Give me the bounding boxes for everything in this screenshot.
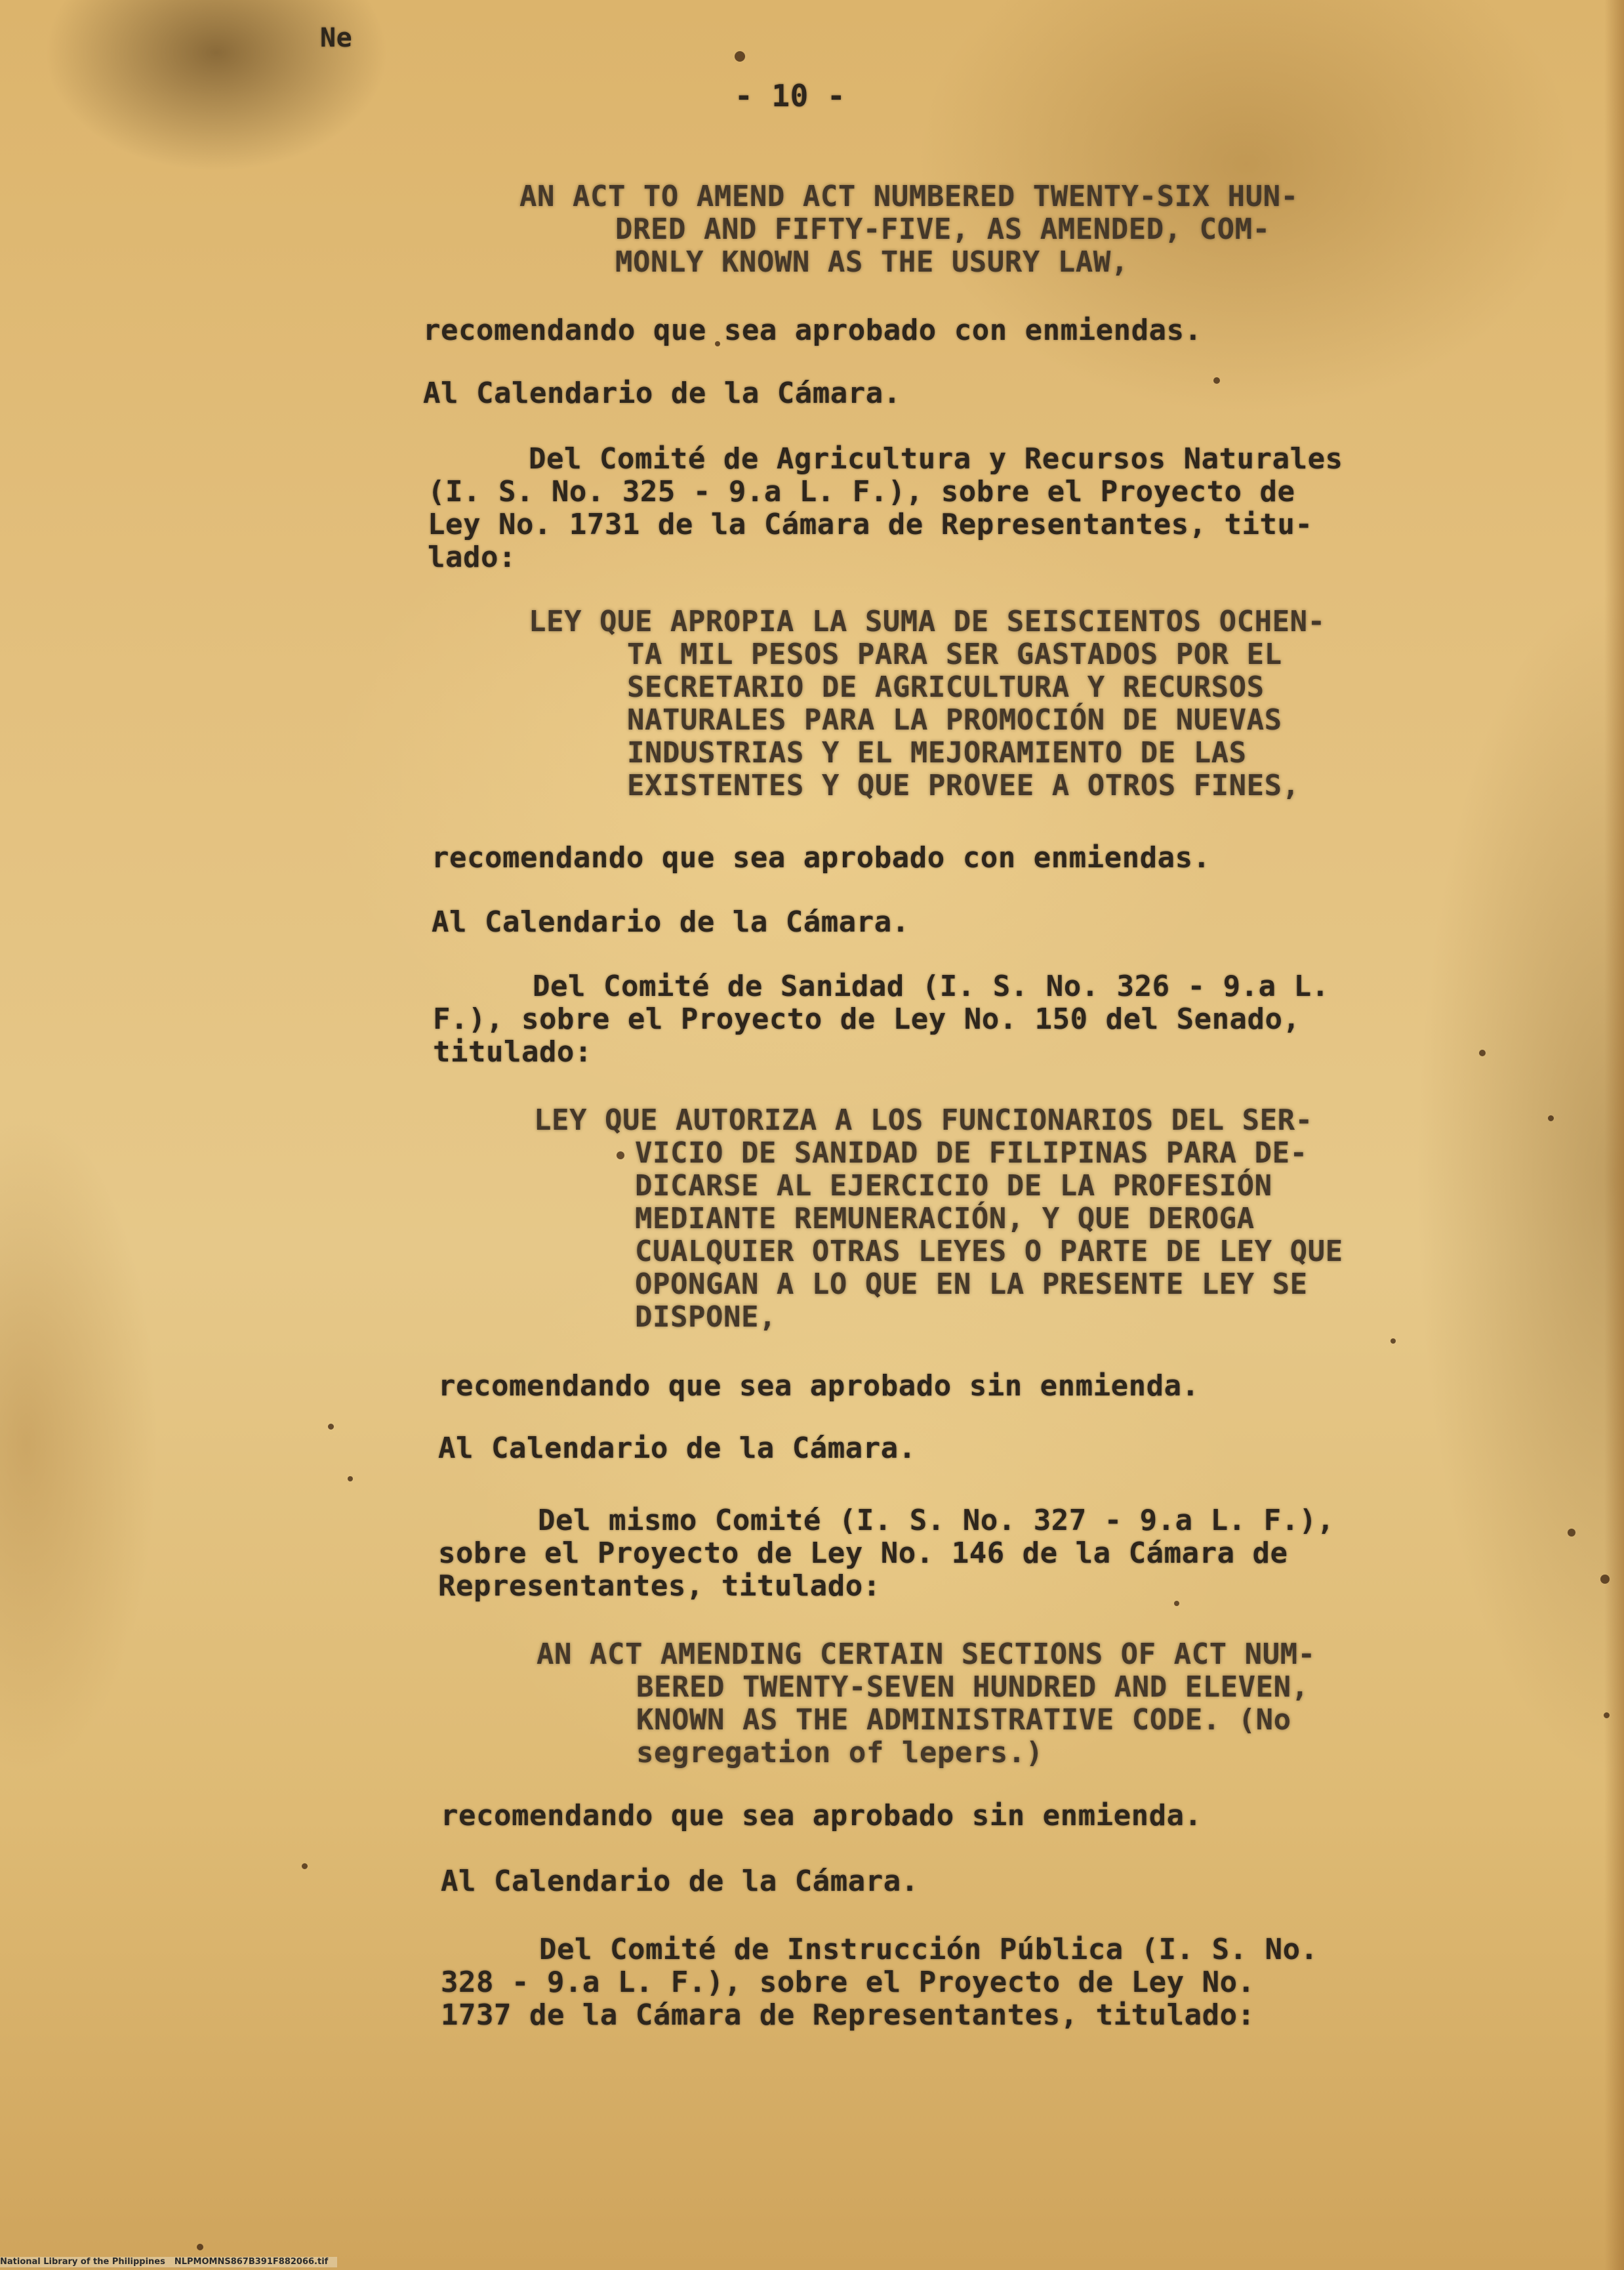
bill-title-line: AN ACT TO AMEND ACT NUMBERED TWENTY-SIX HUN- [519,180,1299,213]
ink-stain [1174,1601,1179,1606]
bill-title-line: MONLY KNOWN AS THE USURY LAW, [615,245,1129,279]
recommendation: recomendando que sea aprobado con enmiendas. [423,314,1202,347]
bill-title-line: NATURALES PARA LA PROMOCIÓN DE NUEVAS [627,703,1282,737]
ink-stain [617,1151,624,1159]
calendar-referral: Al Calendario de la Cámara. [438,1432,916,1465]
recommendation: recomendando que sea aprobado sin enmienda. [438,1369,1200,1403]
header-mark: Ne [320,23,353,53]
page-number: - 10 - [735,78,846,114]
bill-title-line: DISPONE, [635,1300,777,1334]
ink-stain [1604,1712,1610,1718]
file-id: NLPMOMNS867B391F882066.tif [174,2257,329,2267]
bill-title-line: MEDIANTE REMUNERACIÓN, Y QUE DEROGA [635,1202,1255,1235]
committee-report-line: Representantes, titulado: [438,1569,881,1603]
ink-stain [1600,1575,1610,1584]
bill-title-line: CUALQUIER OTRAS LEYES O PARTE DE LEY QUE [635,1235,1343,1268]
committee-report-line: (I. S. No. 325 - 9.a L. F.), sobre el Proyecto de [428,475,1295,508]
calendar-referral: Al Calendario de la Cámara. [423,377,901,410]
ink-stain [328,1424,334,1430]
ink-stain [735,51,745,62]
ink-stain [302,1863,308,1869]
bill-title-line: DICARSE AL EJERCICIO DE LA PROFESIÓN [635,1169,1272,1203]
ink-stain [1479,1050,1486,1056]
recommendation: recomendando que sea aprobado con enmiendas. [432,841,1211,875]
committee-report-line: titulado: [433,1035,592,1069]
bill-title-line: AN ACT AMENDING CERTAIN SECTIONS OF ACT NUM- [537,1638,1316,1671]
bill-title-line: TA MIL PESOS PARA SER GASTADOS POR EL [627,638,1282,671]
bill-title-line: KNOWN AS THE ADMINISTRATIVE CODE. (No [636,1703,1291,1737]
bill-title-line: INDUSTRIAS Y EL MEJORAMIENTO DE LAS [627,736,1247,770]
bill-title-line: LEY QUE APROPIA LA SUMA DE SEISCIENTOS OCHEN- [529,605,1326,638]
committee-report-line: Ley No. 1731 de la Cámara de Representantes, titu- [428,508,1313,541]
bill-title-line: segregation of lepers.) [636,1736,1044,1769]
committee-report-line: lado: [428,541,516,574]
calendar-referral: Al Calendario de la Cámara. [441,1865,919,1898]
bill-title-line: SECRETARIO DE AGRICULTURA Y RECURSOS [627,671,1265,704]
bill-title-line: EXISTENTES Y QUE PROVEE A OTROS FINES, [627,769,1300,802]
committee-report-line: 1737 de la Cámara de Representantes, titulado: [441,1998,1255,2032]
ink-stain [1391,1338,1396,1344]
bill-title-line: BERED TWENTY-SEVEN HUNDRED AND ELEVEN, [636,1670,1309,1704]
ink-stain [1568,1529,1575,1537]
bill-title-line: OPONGAN A LO QUE EN LA PRESENTE LEY SE [635,1268,1308,1301]
committee-report-line: Del mismo Comité (I. S. No. 327 - 9.a L. F.), [538,1504,1335,1537]
ink-stain [348,1476,353,1481]
ink-stain [1548,1115,1554,1121]
calendar-referral: Al Calendario de la Cámara. [432,905,910,939]
bill-title-line: VICIO DE SANIDAD DE FILIPINAS PARA DE- [635,1136,1308,1170]
committee-report-line: Del Comité de Instrucción Pública (I. S. No. [539,1933,1318,1966]
committee-report-line: Del Comité de Sanidad (I. S. No. 326 - 9.a L. [533,970,1330,1003]
recommendation: recomendando que sea aprobado sin enmienda. [441,1799,1202,1832]
committee-report-line: Del Comité de Agricultura y Recursos Naturales [529,442,1343,476]
bill-title-line: DRED AND FIFTY-FIVE, AS AMENDED, COM- [615,213,1270,246]
committee-report-line: sobre el Proyecto de Ley No. 146 de la Cámara de [438,1537,1288,1570]
ink-stain [197,2244,203,2250]
library-name: National Library of the Philippines [0,2257,165,2267]
page-edge-shadow [1604,0,1624,2270]
ink-stain [1213,377,1220,384]
committee-report-line: F.), sobre el Proyecto de Ley No. 150 del Senado, [433,1002,1301,1036]
bill-title-line: LEY QUE AUTORIZA A LOS FUNCIONARIOS DEL SER- [534,1104,1313,1137]
archive-footer [0,2257,337,2267]
committee-report-line: 328 - 9.a L. F.), sobre el Proyecto de Ley No. [441,1966,1255,1999]
